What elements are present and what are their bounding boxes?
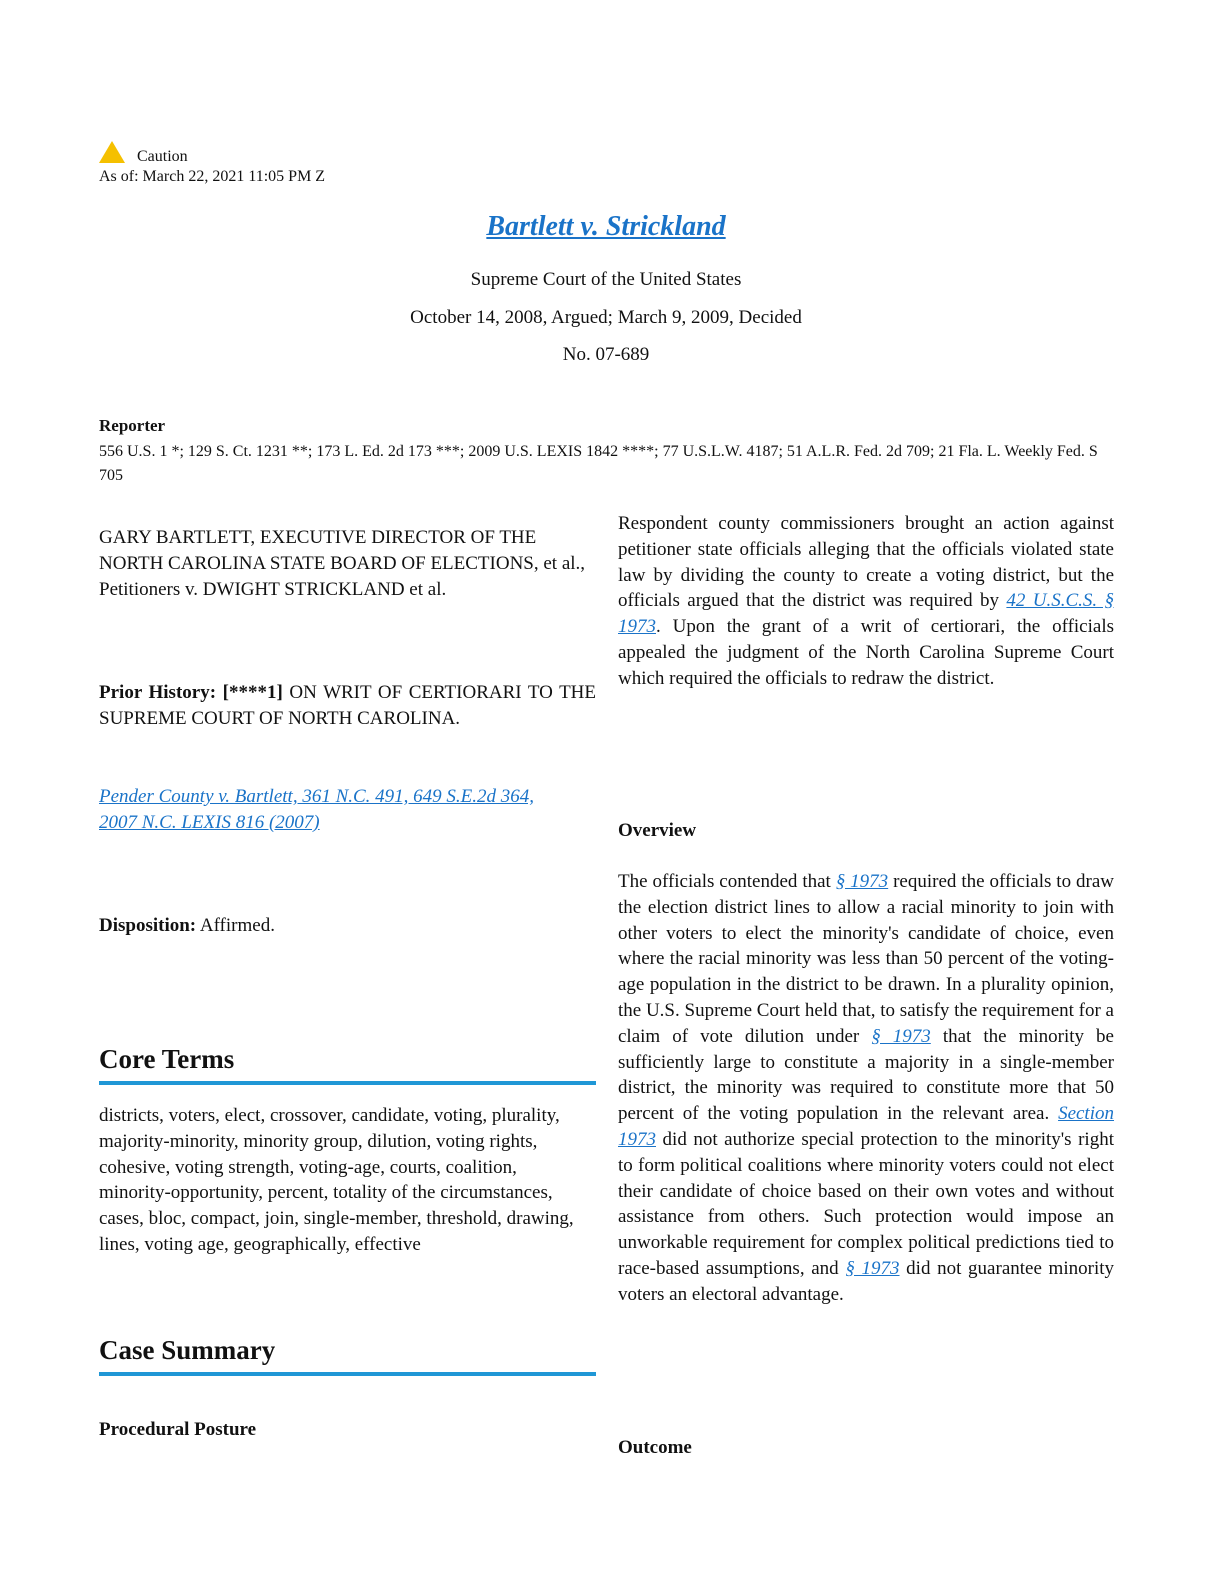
reporter-citations: 556 U.S. 1 *; 129 S. Ct. 1231 **; 173 L. Ed. 2d 173 ***; 2009 U.S. LEXIS 1842 ****; 77 U.S.L.W. 4187; 51 A.L.R. Fed. 2d 709; 21 Fla. L. Weekly Fed. S 705 — [99, 443, 1098, 484]
prior-history-text: ON WRIT OF CERTIORARI TO THE SUPREME COURT OF NORTH CAROLINA. — [99, 682, 597, 729]
disposition-text: Affirmed. — [199, 915, 275, 936]
parties: GARY BARTLETT, EXECUTIVE DIRECTOR OF THE NORTH CAROLINA STATE BOARD OF ELECTIONS, et al., Petitioners v. DWIGHT STRICKLAND et al. — [99, 527, 586, 600]
overview-text-5: did not guarantee minority voters an electoral advantage. — [618, 1257, 1115, 1305]
case-summary-heading: Case Summary — [99, 1335, 596, 1376]
statute-link[interactable]: 42 U.S.C.S. § 1973 — [618, 590, 1114, 638]
section-1973-link-1[interactable]: § 1973 — [835, 871, 889, 892]
posture-text-2: . Upon the grant of a writ of certiorari, the officials appealed the judgment of the North Carolina Supreme Court which required the officials to redraw the district. — [618, 616, 1114, 689]
case-title — [0, 211, 1212, 243]
court-name: Supreme Court of the United States — [470, 269, 742, 290]
caution-indicator — [99, 141, 188, 167]
section-1973-link-3[interactable]: Section 1973 — [618, 1103, 1114, 1150]
warning-icon — [99, 141, 125, 163]
reporter-heading: Reporter — [99, 416, 166, 435]
as-of-date: As of: March 22, 2021 11:05 PM Z — [99, 168, 326, 185]
docket-number: No. 07-689 — [562, 344, 650, 365]
page-marker: [****1] — [222, 682, 283, 703]
section-1973-link-4[interactable]: § 1973 — [845, 1257, 900, 1279]
outcome-heading: Outcome — [618, 1437, 692, 1458]
procedural-posture-heading: Procedural Posture — [99, 1419, 257, 1440]
procedural-posture-text — [618, 511, 1114, 692]
core-terms-list: districts, voters, elect, crossover, candidate, voting, plurality, majority-minority, minority group, dilution, voting rights, cohesive, voting strength, voting-age, courts, coalition, minority-opportunity, percent, totality of the circumstances, cases, bloc, compact, join, single-member, threshold, drawing, lines, voting age, geographically, effective — [99, 1105, 574, 1255]
pender-county-link[interactable]: Pender County v. Bartlett, 361 N.C. 491, 649 S.E.2d 364, 2007 N.C. LEXIS 816 (2007) — [99, 786, 535, 833]
disposition-label: Disposition: — [99, 915, 197, 936]
prior-history-citation — [99, 784, 569, 836]
prior-history-label: Prior History: — [99, 682, 217, 703]
case-dates: October 14, 2008, Argued; March 9, 2009, Decided — [410, 307, 802, 328]
overview-text-1: The officials contended that — [618, 871, 836, 892]
overview-text-4: did not authorize special protection to the minority's right to form political coalitions where minority voters could not elect their candidate of choice based on their own votes and without assistance from others. Such protection would impose an unworkable requirement for complex political predictions tied to race-based assumptions, and — [618, 1128, 1114, 1279]
overview-text-3: that the minority be sufficiently large to constitute a majority in a single-member district, the minority was required to constitute more that 50 percent of the voting population in the relevant area. — [618, 1025, 1114, 1125]
overview-heading: Overview — [618, 820, 697, 841]
overview-text — [618, 869, 1114, 1308]
overview-text-2: required the officials to draw the election district lines to allow a racial minority to join with other voters to elect the minority's candidate of choice, even where the racial minority was less than 50 percent of the voting-age population in the district to be drawn. In a plurality opinion, the U.S. Supreme Court held that, to satisfy the requirement for a claim of vote dilution under — [618, 871, 1114, 1047]
section-1973-link-2[interactable]: § 1973 — [871, 1025, 931, 1047]
case-title-link[interactable]: Bartlett v. Strickland — [486, 211, 726, 242]
core-terms-heading: Core Terms — [99, 1044, 596, 1085]
prior-history — [99, 680, 596, 732]
posture-text-1: Respondent county commissioners brought an action against petitioner state officials alleging that the officials violated state law by dividing the county to create a voting district, but the officials argued that the district was required by — [618, 513, 1114, 612]
disposition — [99, 913, 596, 939]
caution-label: Caution — [137, 148, 188, 165]
